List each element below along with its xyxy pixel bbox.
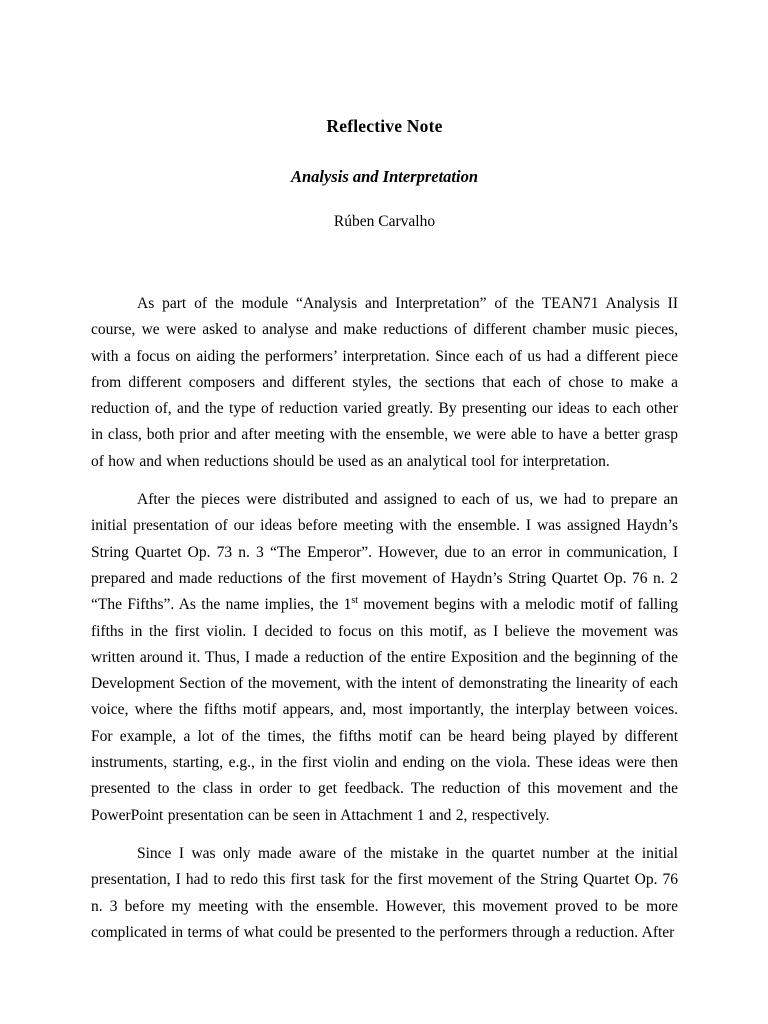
paragraph-1	[91, 291, 678, 475]
ordinal-superscript: st	[351, 595, 359, 607]
paragraph-2-text-post: movement begins with a melodic motif of falling fifths in the first violin. I decided to focus on this motif, as I believe the movement was written around it. Thus, I made a reduction of the entire Exposition and the beginning of the Development Section of the movement, with the intent of demonstrating the linearity of each voice, where the fifths motif appears, and, most importantly, the interplay between voices. For example, a lot of the times, the fifths motif can be heard being played by different instruments, starting, e.g., in the first violin and ending on the viola. These ideas were then presented to the class in order to get feedback. The reduction of this movement and the PowerPoint presentation can be seen in Attachment 1 and 2, respectively.	[91, 596, 678, 824]
paragraph-2	[91, 487, 678, 829]
paragraph-2-text-pre: After the pieces were distributed and assigned to each of us, we had to prepare an initial presentation of our ideas before meeting with the ensemble. I was assigned Haydn’s String Quartet Op. 73 n. 3 “The Emperor”. However, due to an error in communication, I prepared and made reductions of the first movement of Haydn’s String Quartet Op. 76 n. 2 “The Fifths”. As the name implies, the 1	[91, 491, 678, 614]
paragraph-1-text: As part of the module “Analysis and Interpretation” of the TEAN71 Analysis II course, we were asked to analyse and make reductions of different chamber music pieces, with a focus on aiding the performers’ interpretation. Since each of us had a different piece from different composers and different styles, the sections that each of chose to make a reduction of, and the type of reduction varied greatly. By presenting our ideas to each other in class, both prior and after meeting with the ensemble, we were able to have a better grasp of how and when reductions should be used as an analytical tool for interpretation.	[91, 295, 678, 470]
page-subtitle: Analysis and Interpretation	[290, 167, 479, 186]
author-name: Rúben Carvalho	[333, 213, 436, 230]
document-body	[91, 291, 678, 946]
paragraph-3	[91, 841, 678, 946]
page-title: Reflective Note	[326, 116, 443, 136]
paragraph-3-text: Since I was only made aware of the mistake in the quartet number at the initial presentation, I had to redo this first task for the first movement of the String Quartet Op. 76 n. 3 before my meeting with the ensemble. However, this movement proved to be more complicated in terms of what could be presented to the performers through a reduction. After	[91, 844, 678, 941]
